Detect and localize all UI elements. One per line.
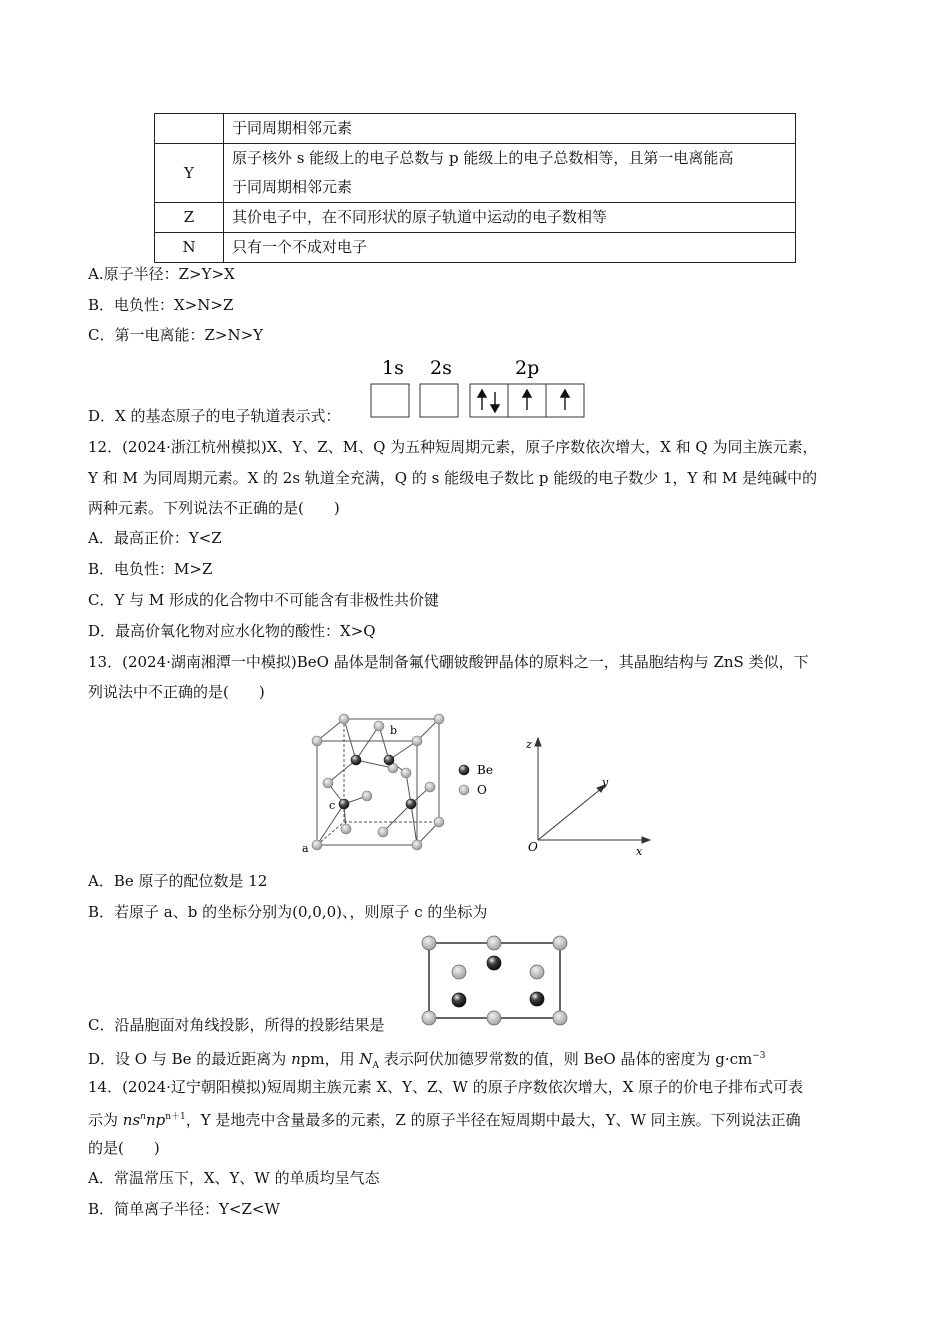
q12-option-a: A．最高正价：Y<Z (88, 529, 222, 547)
q12-stem-line-3: 两种元素。下列说法不正确的是( ) (88, 499, 340, 517)
o-atom (487, 1011, 501, 1025)
q14-stem-line-2 (88, 1107, 801, 1130)
q14-text: 示为 (88, 1111, 123, 1129)
o-atom (412, 736, 422, 746)
o-atom (553, 936, 567, 950)
be-atom (487, 956, 501, 970)
q14-var-np: np (145, 1111, 166, 1129)
arrow-up-icon (478, 390, 486, 410)
be-atom (406, 799, 416, 809)
o-atom (341, 824, 351, 834)
table-row (155, 233, 796, 263)
element-info-table (154, 113, 796, 263)
q13-d-var-na: N (359, 1050, 373, 1068)
o-atom (425, 782, 435, 792)
q13-d-exponent: −3 (752, 1051, 766, 1061)
o-atom (362, 791, 372, 801)
q14-option-b: B．简单离子半径：Y<Z<W (88, 1200, 280, 1218)
atom-label-c: c (329, 799, 336, 812)
axis-y-label: y (602, 776, 609, 789)
o-atom (487, 936, 501, 950)
legend-o-icon (459, 785, 469, 795)
legend-be-icon (459, 765, 469, 775)
beo-unit-cell-figure (298, 708, 658, 860)
q12-option-b: B．电负性：M>Z (88, 560, 213, 578)
o-atom (312, 840, 322, 850)
q14-stem-line-1: 14．(2024·辽宁朝阳模拟)短周期主族元素 X、Y、Z、W 的原子序数依次增大，X 原子的价电子排布式可表 (88, 1078, 804, 1096)
arrow-up-icon (523, 390, 531, 410)
o-atom (401, 768, 411, 778)
o-atom (434, 714, 444, 724)
table-text: 其价电子中，在不同形状的原子轨道中运动的电子数相等 (224, 203, 796, 233)
atom-label-b: b (390, 724, 398, 737)
q11-option-d: D．X 的基态原子的电子轨道表示式： (88, 407, 341, 425)
o-atom (323, 778, 333, 788)
atom-label-a: a (302, 842, 309, 855)
q13-option-b: B．若原子 a、b 的坐标分别为(0,0,0)、，则原子 c 的坐标为 (88, 903, 488, 921)
o-atom (422, 1011, 436, 1025)
q11-option-c: C．第一电离能：Z>N>Y (88, 326, 264, 344)
projection-figure (418, 932, 574, 1028)
q13-stem-line-1: 13．(2024·湖南湘潭一中模拟)BeO 晶体是制备氟代硼铍酸钾晶体的原料之一，其晶胞结构与 ZnS 类似，下 (88, 653, 809, 671)
q14-text: ，Y 是地壳中含量最多的元素，Z 的原子半径在短周期中最大，Y、W 同主族。下列说法正确 (185, 1111, 801, 1129)
axis-x-label: x (636, 845, 643, 858)
o-atom (452, 965, 466, 979)
o-atom (530, 965, 544, 979)
be-atom (384, 755, 394, 765)
o-atom (412, 840, 422, 850)
legend-be-label: Be (477, 763, 493, 777)
o-atom (553, 1011, 567, 1025)
be-atom (530, 992, 544, 1006)
q13-d-text: pm，用 (300, 1050, 360, 1068)
q14-var-ns: ns (122, 1111, 141, 1129)
orbital-label-2p: 2p (515, 357, 540, 379)
q11-option-b: B．电负性：X>N>Z (88, 296, 234, 314)
o-atom (422, 936, 436, 950)
q12-stem-line-1: 12．(2024·浙江杭州模拟)X、Y、Z、M、Q 为五种短周期元素，原子序数依次增大，X 和 Q 为同主族元素， (88, 438, 818, 456)
table-key: Z (155, 203, 224, 233)
be-atom (452, 993, 466, 1007)
axis-z-label: z (526, 738, 532, 751)
orbital-label-2s: 2s (430, 357, 452, 379)
table-key: Y (155, 144, 224, 203)
table-row (155, 203, 796, 233)
table-key (155, 114, 224, 144)
table-text: 只有一个不成对电子 (224, 233, 796, 263)
axis-origin-label: O (528, 840, 538, 854)
projection-frame (429, 943, 560, 1018)
q11-option-a: A.原子半径：Z>Y>X (88, 265, 235, 283)
arrow-down-icon (491, 392, 499, 412)
q14-option-a: A．常温常压下，X、Y、W 的单质均呈气态 (88, 1169, 380, 1187)
table-row (155, 144, 796, 203)
o-atom (312, 736, 322, 746)
table-text-line: 于同周期相邻元素 (232, 178, 353, 196)
q12-stem-line-2: Y 和 M 为同周期元素。X 的 2s 轨道全充满，Q 的 s 能级电子数比 p 能级的电子数少 1，Y 和 M 是纯碱中的 (88, 469, 818, 487)
q13-stem-line-2: 列说法中不正确的是( ) (88, 683, 265, 701)
be-atom (351, 755, 361, 765)
q13-option-c: C．沿晶胞面对角线投影，所得的投影结果是 (88, 1016, 385, 1034)
q13-d-text: 表示阿伏加德罗常数的值，则 BeO 晶体的密度为 g·cm (378, 1050, 753, 1068)
q13-d-subscript: A (372, 1061, 379, 1071)
q14-sup: n＋1 (165, 1112, 186, 1122)
orbital-box-2s (420, 384, 458, 417)
table-text (224, 144, 796, 203)
table-text-line: 原子核外 s 能级上的电子总数与 p 能级上的电子总数相等，且第一电离能高 (232, 149, 734, 167)
orbital-box-1s (371, 384, 409, 417)
q12-option-c: C．Y 与 M 形成的化合物中不可能含有非极性共价键 (88, 591, 440, 609)
q14-sup: n (140, 1112, 146, 1122)
orbital-label-1s: 1s (382, 357, 404, 379)
table-row (155, 114, 796, 144)
arrow-up-icon (561, 390, 569, 410)
o-atom (378, 827, 388, 837)
q12-option-d: D．最高价氧化物对应水化物的酸性：X>Q (88, 622, 376, 640)
o-atom (434, 817, 444, 827)
be-atom (339, 799, 349, 809)
o-atom (339, 714, 349, 724)
orbital-box-2p-1 (470, 384, 508, 417)
q13-d-var-n: n (291, 1050, 301, 1068)
legend-o-label: O (477, 783, 487, 797)
q13-option-a: A．Be 原子的配位数是 12 (88, 872, 268, 890)
q14-stem-line-3: 的是( ) (88, 1139, 160, 1157)
q13-option-d (88, 1046, 766, 1076)
axis-y (538, 788, 602, 840)
orbital-diagram (368, 352, 588, 420)
q13-d-text: D．设 O 与 Be 的最近距离为 (88, 1050, 292, 1068)
o-atom (374, 721, 384, 731)
table-key: N (155, 233, 224, 263)
table-text: 于同周期相邻元素 (224, 114, 796, 144)
